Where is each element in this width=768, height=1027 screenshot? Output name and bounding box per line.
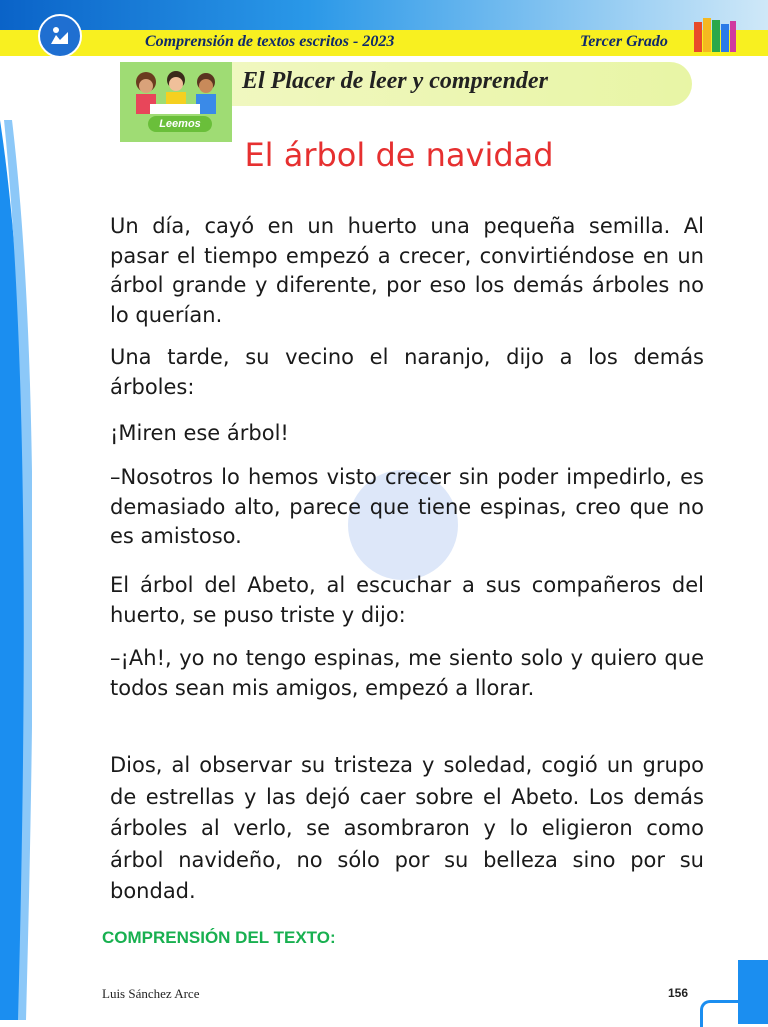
books-icon <box>692 16 738 54</box>
footer-author: Luis Sánchez Arce <box>102 986 200 1001</box>
reading-logo-icon <box>38 14 82 58</box>
story-paragraph-4: –Nosotros lo hemos visto crecer sin poder impedirlo, es demasiado alto, parece que tiene espinas, creo que no es amistoso. <box>110 465 704 548</box>
leemos-label: Leemos <box>148 116 212 132</box>
page-number: 156 <box>668 986 689 1000</box>
story-paragraph-2: Una tarde, su vecino el naranjo, dijo a los demás árboles: <box>110 345 704 399</box>
header-grade: Tercer Grado <box>580 33 668 50</box>
story-paragraph-3: ¡Miren ese árbol! <box>110 421 289 445</box>
comprehension-section-title: COMPRENSIÓN DEL TEXTO: <box>102 928 336 947</box>
story-paragraph-7: Dios, al observar su tristeza y soledad, cogió un grupo de estrellas y las dejó caer sobre el Abeto. Los demás árboles al verlo, se asombraron y lo eligieron como árbol navideño, no sólo por su belleza sino por su bondad. <box>110 753 704 903</box>
header-course-title: Comprensión de textos escritos - 2023 <box>145 33 395 50</box>
story-title: El árbol de navidad <box>244 136 554 174</box>
story-paragraph-5: El árbol del Abeto, al escuchar a sus compañeros del huerto, se puso triste y dijo: <box>110 573 704 627</box>
story-paragraph-6: –¡Ah!, yo no tengo espinas, me siento solo y quiero que todos sean mis amigos, empezó a llorar. <box>110 646 704 700</box>
story-paragraph-1: Un día, cayó en un huerto una pequeña semilla. Al pasar el tiempo empezó a crecer, convirtiéndose en un árbol grande y diferente, por eso los demás árboles no lo querían. <box>110 214 704 327</box>
banner-title: El Placer de leer y comprender <box>242 68 548 94</box>
header-blue-stripe <box>0 0 768 30</box>
left-decorative-swoosh <box>0 120 32 1020</box>
footer-corner-block <box>738 960 768 1024</box>
